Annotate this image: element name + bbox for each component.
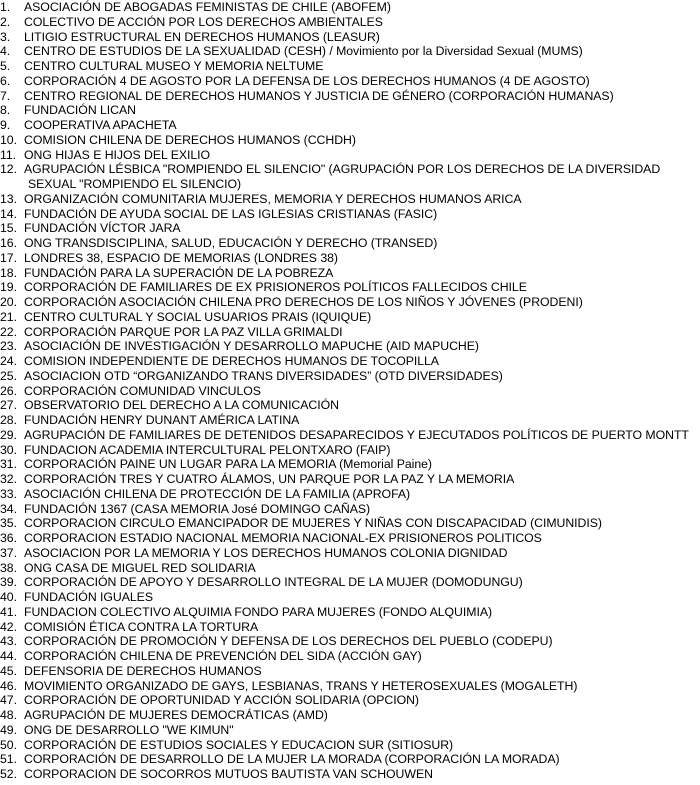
list-item-text [24, 354, 700, 369]
list-item-number: 19. [0, 280, 17, 295]
list-item-text [24, 266, 700, 281]
organization-name: ONG TRANSDISCIPLINA, SALUD, EDUCACIÓN Y DERECHO (TRANSED) [24, 236, 438, 250]
list-item-text [24, 369, 700, 384]
list-item-text [24, 620, 700, 635]
list-item-text [24, 590, 700, 605]
list-item-number: 51. [0, 752, 17, 767]
list-item-text [24, 723, 700, 738]
list-item [0, 679, 700, 694]
list-item-text [24, 546, 700, 561]
list-item [0, 74, 700, 89]
list-item-number: 46. [0, 678, 17, 693]
list-item [0, 738, 700, 753]
list-item [0, 575, 700, 590]
organization-name: AGRUPACIÓN DE MUJERES DEMOCRÁTICAS (AMD) [24, 708, 328, 722]
list-item [0, 354, 700, 369]
list-item-text [24, 605, 700, 620]
list-item-number: 13. [0, 191, 17, 206]
list-item-text [24, 516, 700, 531]
list-item-number: 10. [0, 132, 17, 147]
organization-name: CENTRO CULTURAL MUSEO Y MEMORIA NELTUME [24, 59, 324, 73]
list-item-number: 43. [0, 634, 17, 649]
organization-name: CORPORACION ESTADIO NACIONAL MEMORIA NACIONAL-EX PRISIONEROS POLITICOS [24, 531, 542, 545]
organization-name: FUNDACION ACADEMIA INTERCULTURAL PELONTXARO (FAIP) [24, 442, 391, 457]
organization-name: COMISION INDEPENDIENTE DE DERECHOS HUMANOS DE TOCOPILLA [24, 354, 439, 368]
organization-name: CORPORACIÓN DE PROMOCIÓN Y DEFENSA DE LOS DERECHOS DEL PUEBLO (CODEPU) [24, 634, 553, 649]
organization-name: COOPERATIVA APACHETA [24, 118, 177, 132]
list-item [0, 413, 700, 428]
organization-name: CORPORACIÓN TRES Y CUATRO ÁLAMOS, UN PARQUE POR LA PAZ Y LA MEMORIA [24, 472, 515, 486]
organization-name: CORPORACIÓN CHILENA DE PREVENCIÓN DEL SIDA (ACCIÓN GAY) [24, 649, 422, 663]
organization-name: FUNDACIÓN 1367 (CASA MEMORIA José DOMINGO CAÑAS) [24, 501, 371, 516]
list-item [0, 15, 700, 30]
organization-name: COMISION CHILENA DE DERECHOS HUMANOS (CCHDH) [24, 132, 356, 147]
list-item-text [24, 457, 700, 472]
organization-name: AGRUPACIÓN LÉSBICA "ROMPIENDO EL SILENCIO" (AGRUPACIÓN POR LOS DERECHOS DE LA DIVERSIDAD [24, 162, 661, 177]
list-item-text [24, 664, 700, 679]
list-item [0, 44, 700, 59]
list-item-number: 49. [0, 722, 17, 737]
list-item-text [24, 325, 700, 340]
list-item [0, 148, 700, 163]
list-item [0, 310, 700, 325]
list-item [0, 649, 700, 664]
list-item-text [24, 384, 700, 399]
organization-name: FUNDACIÓN PARA LA SUPERACIÓN DE LA POBREZA [24, 265, 334, 280]
list-item-text [24, 133, 700, 148]
list-item-text [24, 561, 700, 576]
organization-name: FUNDACIÓN DE AYUDA SOCIAL DE LAS IGLESIAS CRISTIANAS (FASIC) [24, 206, 438, 221]
list-item [0, 708, 700, 723]
organization-name: CORPORACIÓN DE ESTUDIOS SOCIALES Y EDUCACION SUR (SITIOSUR) [24, 737, 454, 752]
organization-name-continuation: SEXUAL "ROMPIENDO EL SILENCIO) [28, 177, 242, 191]
list-item [0, 325, 700, 340]
organization-name: ONG HIJAS E HIJOS DEL EXILIO [24, 147, 211, 162]
organization-name: CORPORACIÓN DE OPORTUNIDAD Y ACCIÓN SOLIDARIA (OPCION) [24, 693, 419, 708]
list-item [0, 487, 700, 502]
list-item [0, 516, 700, 531]
organization-name: ONG CASA DE MIGUEL RED SOLIDARIA [24, 560, 256, 575]
list-item [0, 30, 700, 45]
list-item [0, 502, 700, 517]
organization-name: COMISIÓN ÉTICA CONTRA LA TORTURA [24, 619, 259, 634]
list-item-number: 28. [0, 413, 17, 427]
list-item-number: 31. [0, 457, 17, 472]
list-item [0, 428, 700, 443]
list-item-number: 25. [0, 368, 17, 383]
list-item-number: 5. [0, 59, 11, 73]
list-item-number: 1. [0, 0, 11, 14]
list-item-number: 39. [0, 575, 17, 590]
list-item-number: 42. [0, 619, 17, 634]
organization-name: ASOCIACIÓN DE INVESTIGACIÓN Y DESARROLLO MAPUCHE (AID MAPUCHE) [24, 339, 479, 354]
organization-name: FUNDACIÓN LICAN [24, 103, 136, 118]
list-item-text [24, 487, 700, 502]
list-item-text [24, 280, 700, 295]
list-item [0, 192, 700, 207]
list-item-number: 2. [0, 14, 11, 29]
list-item-text [24, 708, 700, 723]
list-item-text [24, 502, 700, 517]
list-item [0, 103, 700, 118]
list-item-text [24, 15, 700, 30]
list-item [0, 723, 700, 738]
organization-name: CENTRO REGIONAL DE DERECHOS HUMANOS Y JUSTICIA DE GÉNERO (CORPORACIÓN HUMANAS) [24, 88, 614, 103]
list-item-number: 8. [0, 103, 11, 118]
list-item [0, 457, 700, 472]
organization-name: ASOCIACION POR LA MEMORIA Y LOS DERECHOS HUMANOS COLONIA DIGNIDAD [24, 545, 508, 560]
list-item-number: 52. [0, 767, 17, 781]
list-item-number: 22. [0, 324, 17, 339]
list-item [0, 384, 700, 399]
list-item [0, 0, 700, 15]
list-item-number: 15. [0, 221, 17, 236]
list-item-number: 41. [0, 604, 17, 619]
list-item-number: 14. [0, 206, 17, 221]
list-item [0, 634, 700, 649]
list-item-text [24, 443, 700, 458]
list-item-text [24, 44, 700, 59]
list-item-text [24, 236, 700, 251]
list-item [0, 266, 700, 281]
organization-name: CORPORACIÓN PARQUE POR LA PAZ VILLA GRIMALDI [24, 324, 343, 339]
list-item-text [24, 428, 700, 443]
organization-name: MOVIMIENTO ORGANIZADO DE GAYS, LESBIANAS, TRANS Y HETEROSEXUALES (MOGALETH) [24, 678, 578, 693]
list-item [0, 162, 700, 192]
list-item [0, 398, 700, 413]
organization-name: CORPORACIÓN DE APOYO Y DESARROLLO INTEGRAL DE LA MUJER (DOMODUNGU) [24, 575, 523, 590]
list-item-text [24, 310, 700, 325]
list-item-number: 20. [0, 295, 17, 309]
list-item [0, 767, 700, 782]
list-item [0, 207, 700, 222]
list-item-number: 44. [0, 649, 17, 663]
organization-name: ONG DE DESARROLLO "WE KIMUN" [24, 722, 234, 737]
list-item-number: 4. [0, 44, 11, 59]
organization-name: CORPORACIÓN COMUNIDAD VINCULOS [24, 383, 261, 398]
organization-name: COLECTIVO DE ACCIÓN POR LOS DERECHOS AMBIENTALES [24, 14, 383, 29]
list-item-text [24, 30, 700, 45]
list-item-text [24, 398, 700, 413]
list-item-text [24, 207, 700, 222]
list-item-number: 30. [0, 442, 17, 457]
list-item-text [24, 531, 700, 546]
list-item-number: 11. [0, 147, 17, 162]
list-item-number: 40. [0, 590, 17, 604]
list-item-number: 47. [0, 693, 17, 708]
list-item [0, 133, 700, 148]
list-item-text [24, 295, 700, 310]
list-item-number: 29. [0, 427, 17, 442]
list-item-number: 37. [0, 545, 17, 560]
list-item [0, 693, 700, 708]
list-item-text [24, 89, 700, 104]
list-item-text [24, 0, 700, 15]
organization-name: CORPORACIÓN ASOCIACIÓN CHILENA PRO DERECHOS DE LOS NIÑOS Y JÓVENES (PRODENI) [24, 295, 583, 309]
organization-name: CORPORACIÓN DE FAMILIARES DE EX PRISIONEROS POLÍTICOS FALLECIDOS CHILE [24, 280, 527, 295]
organization-name: ASOCIACIÓN CHILENA DE PROTECCIÓN DE LA FAMILIA (APROFA) [24, 486, 411, 501]
organization-name: CENTRO DE ESTUDIOS DE LA SEXUALIDAD (CESH) / Movimiento por la Diversidad Sexual (MUMS) [24, 44, 583, 59]
list-item [0, 561, 700, 576]
organization-name: LITIGIO ESTRUCTURAL EN DERECHOS HUMANOS (LEASUR) [24, 29, 380, 44]
list-item [0, 221, 700, 236]
list-item-text [24, 118, 700, 133]
list-item [0, 89, 700, 104]
organization-name: FUNDACIÓN HENRY DUNANT AMÉRICA LATINA [24, 413, 300, 427]
list-item [0, 620, 700, 635]
organization-name: CORPORACIÓN PAINE UN LUGAR PARA LA MEMORIA (Memorial Paine) [24, 457, 432, 472]
list-item-text [24, 634, 700, 649]
list-item [0, 472, 700, 487]
organization-name: LONDRES 38, ESPACIO DE MEMORIAS (LONDRES 38) [24, 250, 338, 265]
organization-name: ASOCIACIÓN DE ABOGADAS FEMINISTAS DE CHILE (ABOFEM) [24, 0, 391, 14]
list-item-text [24, 148, 700, 163]
list-item-number: 6. [0, 73, 11, 88]
list-item-number: 50. [0, 737, 17, 752]
list-item-number: 18. [0, 265, 17, 280]
list-item-number: 26. [0, 383, 17, 398]
list-item [0, 605, 700, 620]
list-item-number: 23. [0, 339, 17, 354]
list-item-number: 48. [0, 708, 17, 722]
list-item [0, 251, 700, 266]
organization-name: CORPORACION CIRCULO EMANCIPADOR DE MUJERES Y NIÑAS CON DISCAPACIDAD (CIMUNIDIS) [24, 516, 602, 531]
list-item-number: 16. [0, 236, 17, 250]
organization-name: FUNDACION COLECTIVO ALQUIMIA FONDO PARA MUJERES (FONDO ALQUIMIA) [24, 604, 493, 619]
organization-name: CORPORACIÓN DE DESARROLLO DE LA MUJER LA MORADA (CORPORACIÓN LA MORADA) [24, 752, 560, 767]
list-item-text [24, 752, 700, 767]
list-item-number: 21. [0, 309, 17, 324]
organization-name: ORGANIZACIÓN COMUNITARIA MUJERES, MEMORIA Y DERECHOS HUMANOS ARICA [24, 191, 522, 206]
list-item [0, 295, 700, 310]
list-item [0, 59, 700, 74]
list-item [0, 443, 700, 458]
list-item-text [24, 251, 700, 266]
list-item-text [24, 472, 700, 487]
list-item-text [24, 339, 700, 354]
list-item-text [24, 74, 700, 89]
list-item [0, 752, 700, 767]
list-item-text [24, 192, 700, 207]
list-item-number: 12. [0, 162, 17, 177]
list-item-number: 36. [0, 531, 17, 545]
list-item-text [24, 221, 700, 236]
list-item-text [24, 679, 700, 694]
list-item [0, 531, 700, 546]
list-item [0, 118, 700, 133]
list-item-text [24, 693, 700, 708]
organization-name: DEFENSORIA DE DERECHOS HUMANOS [24, 663, 262, 678]
list-item-text [24, 575, 700, 590]
organization-name: FUNDACIÓN IGUALES [24, 590, 153, 604]
list-item-number: 32. [0, 472, 17, 486]
list-item-text [24, 738, 700, 753]
organization-name: CENTRO CULTURAL Y SOCIAL USUARIOS PRAIS (IQUIQUE) [24, 309, 372, 324]
list-item [0, 664, 700, 679]
organization-name: AGRUPACIÓN DE FAMILIARES DE DETENIDOS DESAPARECIDOS Y EJECUTADOS POLÍTICOS DE PUERTO MONTT [24, 427, 689, 442]
list-item-number: 3. [0, 29, 11, 44]
list-item-number: 17. [0, 250, 17, 265]
list-item-text [24, 649, 700, 664]
list-item-text [24, 413, 700, 428]
list-item-text [24, 162, 700, 192]
list-item [0, 369, 700, 384]
organization-name: CORPORACION DE SOCORROS MUTUOS BAUTISTA VAN SCHOUWEN [24, 767, 433, 781]
list-item-number: 7. [0, 88, 11, 103]
list-item-text [24, 767, 700, 782]
organization-name: OBSERVATORIO DEL DERECHO A LA COMUNICACIÓN [24, 398, 339, 413]
list-item-number: 24. [0, 354, 17, 368]
list-item-number: 9. [0, 118, 11, 132]
list-item-number: 34. [0, 501, 17, 516]
organization-name: ASOCIACION OTD “ORGANIZANDO TRANS DIVERSIDADES” (OTD DIVERSIDADES) [24, 368, 503, 383]
list-item [0, 236, 700, 251]
list-item [0, 590, 700, 605]
list-item-number: 35. [0, 516, 17, 531]
list-item [0, 546, 700, 561]
organization-name: FUNDACIÓN VÍCTOR JARA [24, 221, 181, 236]
list-item [0, 280, 700, 295]
list-item-number: 33. [0, 486, 17, 501]
list-item-number: 45. [0, 663, 17, 678]
organization-name: CORPORACIÓN 4 DE AGOSTO POR LA DEFENSA DE LOS DERECHOS HUMANOS (4 DE AGOSTO) [24, 73, 590, 88]
list-item-text [24, 103, 700, 118]
list-item-text [24, 59, 700, 74]
list-item-number: 38. [0, 560, 17, 575]
list-item [0, 339, 700, 354]
list-item-number: 27. [0, 398, 17, 413]
